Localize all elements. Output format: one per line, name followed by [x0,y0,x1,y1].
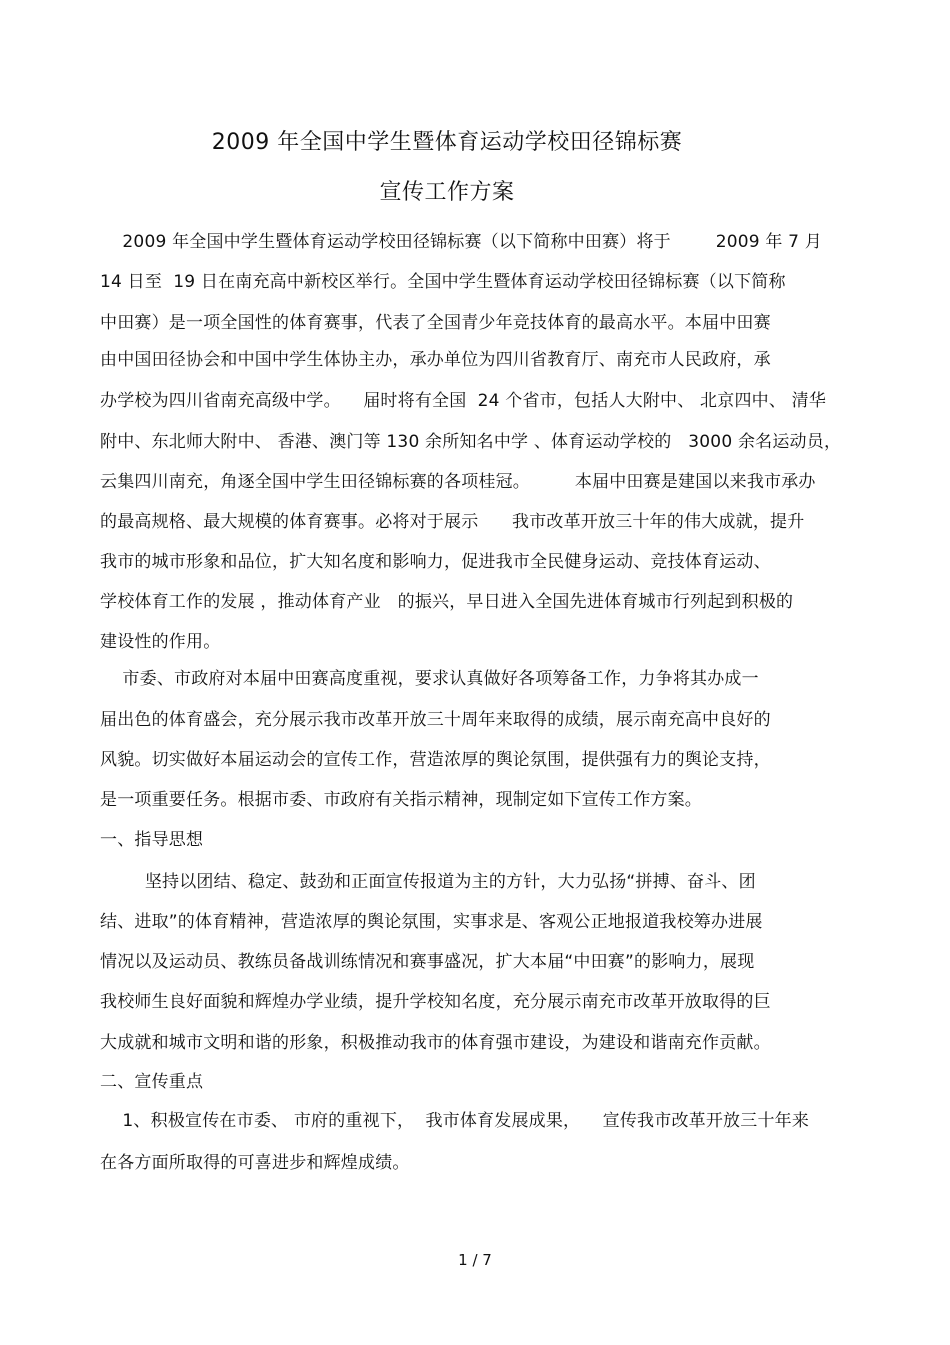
text-line: 建设性的作用。 [100,632,221,652]
text-line: 14 日至 19 日在南充高中新校区举行。全国中学生暨体育运动学校田径锦标赛（以下简称 [100,272,786,292]
text-line: 是一项重要任务。根据市委、市政府有关指示精神，现制定如下宣传工作方案。 [100,790,702,810]
page-number: 1 / 7 [458,1251,492,1269]
text-line: 由中国田径协会和中国中学生体协主办，承办单位为四川省教育厅、南充市人民政府，承 [100,350,771,370]
text-line: 风貌。切实做好本届运动会的宣传工作，营造浓厚的舆论氛围，提供强有力的舆论支持， [100,750,771,770]
text-line: 附中、东北师大附中、 香港、澳门等 130 余所知名中学 、体育运动学校的 3000 余名运动员， [100,432,842,452]
text-line: 在各方面所取得的可喜进步和辉煌成绩。 [100,1153,410,1173]
text-line: 1、积极宣传在市委、 市府的重视下， 我市体育发展成果， 宣传我市改革开放三十年来 [100,1111,810,1131]
section-heading: 二、宣传重点 [100,1072,204,1092]
text-line: 情况以及运动员、教练员备战训练情况和赛事盛况，扩大本届“中田赛”的影响力，展现 [100,952,755,972]
text-line: 办学校为四川省南充高级中学。 届时将有全国 24 个省市，包括人大附中、 北京四中、 清华 [100,391,827,411]
text-line: 云集四川南充，角逐全国中学生田径锦标赛的各项桂冠。 本届中田赛是建国以来我市承办 [100,472,816,492]
text-line: 坚持以团结、稳定、鼓劲和正面宣传报道为主的方针，大力弘扬“拼搏、奋斗、团 [100,872,756,892]
document-subtitle: 宣传工作方案 [379,180,515,205]
document-title: 2009 年全国中学生暨体育运动学校田径锦标赛 [211,130,683,155]
text-line: 2009 年全国中学生暨体育运动学校田径锦标赛（以下简称中田赛）将于 2009 年 7 月 [100,232,823,252]
text-line: 届出色的体育盛会，充分展示我市改革开放三十周年来取得的成绩，展示南充高中良好的 [100,710,771,730]
text-line: 市委、市政府对本届中田赛高度重视，要求认真做好各项筹备工作，力争将其办成一 [100,669,759,689]
text-line: 我市的城市形象和品位，扩大知名度和影响力，促进我市全民健身运动、竞技体育运动、 [100,552,771,572]
text-line: 的最高规格、最大规模的体育赛事。必将对于展示 我市改革开放三十年的伟大成就，提升 [100,512,805,532]
text-line: 学校体育工作的发展 ，推动体育产业 的振兴，早日进入全国先进体育城市行列起到积极的 [100,592,794,612]
text-line: 结、进取”的体育精神，营造浓厚的舆论氛围，实事求是、客观公正地报道我校筹办进展 [100,912,763,932]
text-line: 中田赛）是一项全国性的体育赛事，代表了全国青少年竞技体育的最高水平。本届中田赛 [100,313,771,333]
section-heading: 一、指导思想 [100,830,204,850]
text-line: 我校师生良好面貌和辉煌办学业绩，提升学校知名度，充分展示南充市改革开放取得的巨 [100,992,771,1012]
text-line: 大成就和城市文明和谐的形象，积极推动我市的体育强市建设，为建设和谐南充作贡献。 [100,1033,771,1053]
